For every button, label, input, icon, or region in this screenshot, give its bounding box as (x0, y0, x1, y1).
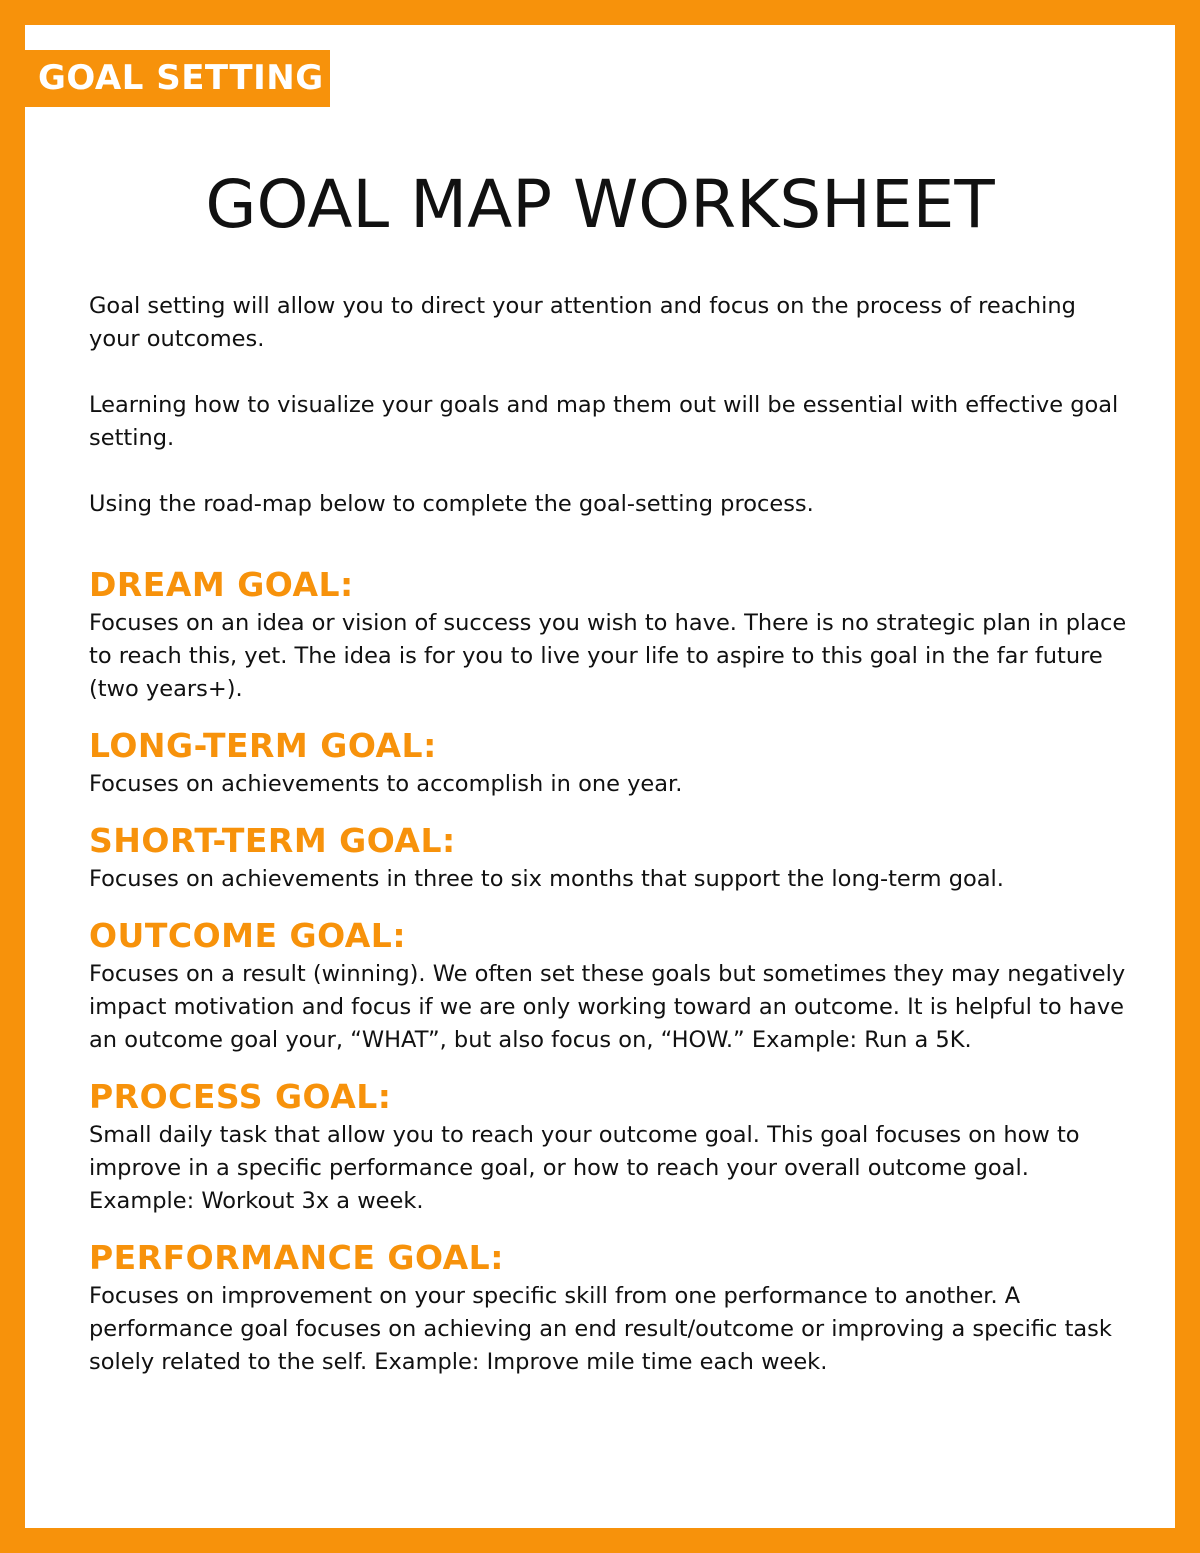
section-body: Small daily task that allow you to reach your outcome goal. This goal focuses on how to improve in a specific performance goal, or how to reach your overall outcome goal. Example: Workout 3x a week. (89, 1122, 1080, 1214)
section-body: Focuses on an idea or vision of success you wish to have. There is no strategic plan in place to reach this, yet. The idea is for you to live your life to aspire to this goal in the far future (two years+). (89, 610, 1127, 702)
page-title: GOAL MAP WORKSHEET (205, 166, 995, 243)
intro-paragraph: Using the road-map below to complete the goal-setting process. (89, 491, 814, 517)
section-heading: PERFORMANCE GOAL: (89, 1238, 504, 1277)
section-short-term-goal (89, 819, 1129, 896)
worksheet-content (89, 290, 1129, 1379)
intro-paragraph: Learning how to visualize your goals and map them out will be essential with effective goal setting. (89, 392, 1119, 451)
category-tag: GOAL SETTING (25, 50, 330, 107)
intro-paragraph: Goal setting will allow you to direct your attention and focus on the process of reaching your outcomes. (89, 293, 1076, 352)
section-long-term-goal (89, 724, 1129, 801)
section-body: Focuses on achievements to accomplish in one year. (89, 771, 683, 797)
section-body: Focuses on a result (winning). We often set these goals but sometimes they may negatively impact motivation and focus if we are only working toward an outcome. It is helpful to have an outcome goal your, “WHAT”, but also focus on, “HOW.” Example: Run a 5K. (89, 961, 1126, 1053)
section-process-goal (89, 1075, 1129, 1218)
section-heading: PROCESS GOAL: (89, 1077, 392, 1116)
section-heading: SHORT-TERM GOAL: (89, 821, 456, 860)
section-heading: OUTCOME GOAL: (89, 916, 407, 955)
section-outcome-goal (89, 914, 1129, 1057)
section-heading: DREAM GOAL: (89, 565, 354, 604)
section-dream-goal (89, 563, 1129, 706)
intro-block (89, 290, 1129, 521)
section-body: Focuses on achievements in three to six months that support the long-term goal. (89, 866, 1004, 892)
section-performance-goal (89, 1236, 1129, 1379)
section-heading: LONG-TERM GOAL: (89, 726, 437, 765)
section-body: Focuses on improvement on your specific skill from one performance to another. A performance goal focuses on achieving an end result/outcome or improving a specific task solely related to the self. Example: Improve mile time each week. (89, 1283, 1112, 1375)
